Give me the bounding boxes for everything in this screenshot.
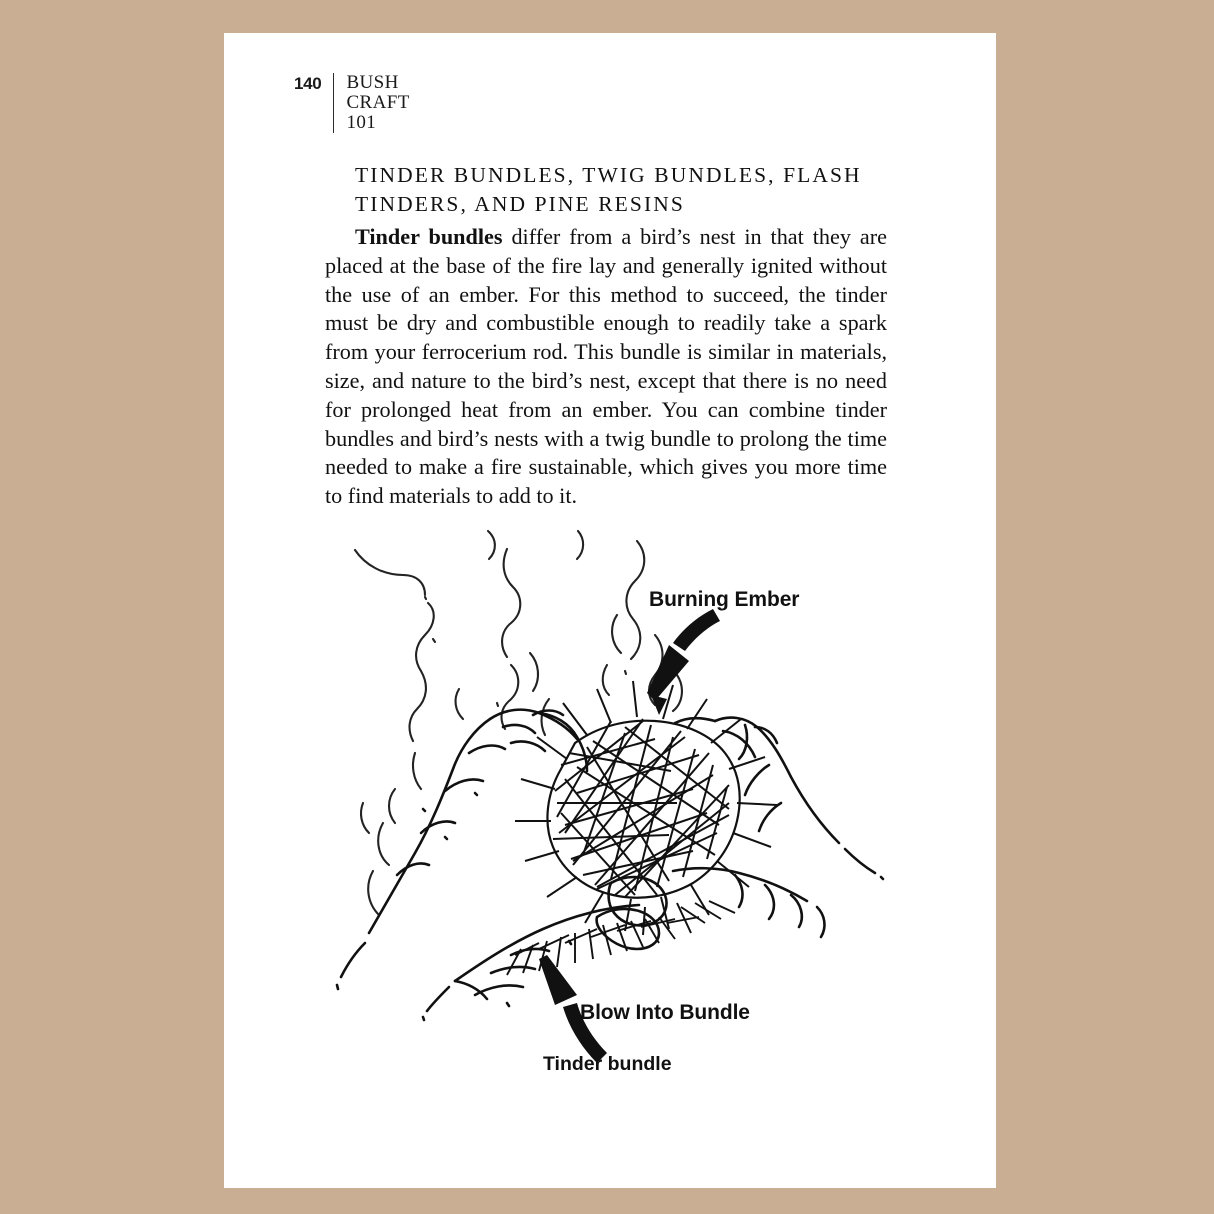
label-blow-into-bundle: Blow Into Bundle [580, 1001, 750, 1024]
book-page [224, 33, 996, 1188]
paragraph-body: differ from a bird’s nest in that they are placed at the base of the fire lay and generally ignited without the use of an ember. For this method to succeed, the tinder must be dry and combustible enough to readily take a spark from your ferrocerium rod. This bundle is similar in materials, size, and nature to the bird’s nest, except that there is no need for prolonged heat from an ember. You can combine tinder bundles and bird’s nests with a twig bundle to prolong the time needed to make a fire sustainable, which gives you more time to find materials to add to it. [325, 224, 887, 509]
running-head-divider [333, 73, 334, 133]
figure-caption: Tinder bundle [543, 1053, 672, 1075]
smoke-wisps [355, 531, 682, 915]
text-column [325, 161, 887, 511]
page-number: 140 [294, 74, 322, 93]
book-title-line-1: BUSH [346, 72, 399, 93]
book-title-line-2: CRAFT [346, 92, 410, 113]
label-burning-ember: Burning Ember [649, 588, 800, 611]
section-heading: TINDER BUNDLES, TWIG BUNDLES, FLASH TINDERS, AND PINE RESINS [355, 163, 862, 216]
book-title [346, 73, 409, 133]
left-hand [337, 710, 587, 989]
tinder-bundle-illustration [325, 503, 895, 1073]
running-head [294, 73, 410, 133]
body-paragraph [325, 223, 887, 511]
paragraph-lead-in: Tinder bundles [355, 224, 503, 249]
ember-arrow [647, 609, 720, 715]
book-title-line-3: 101 [346, 112, 377, 133]
